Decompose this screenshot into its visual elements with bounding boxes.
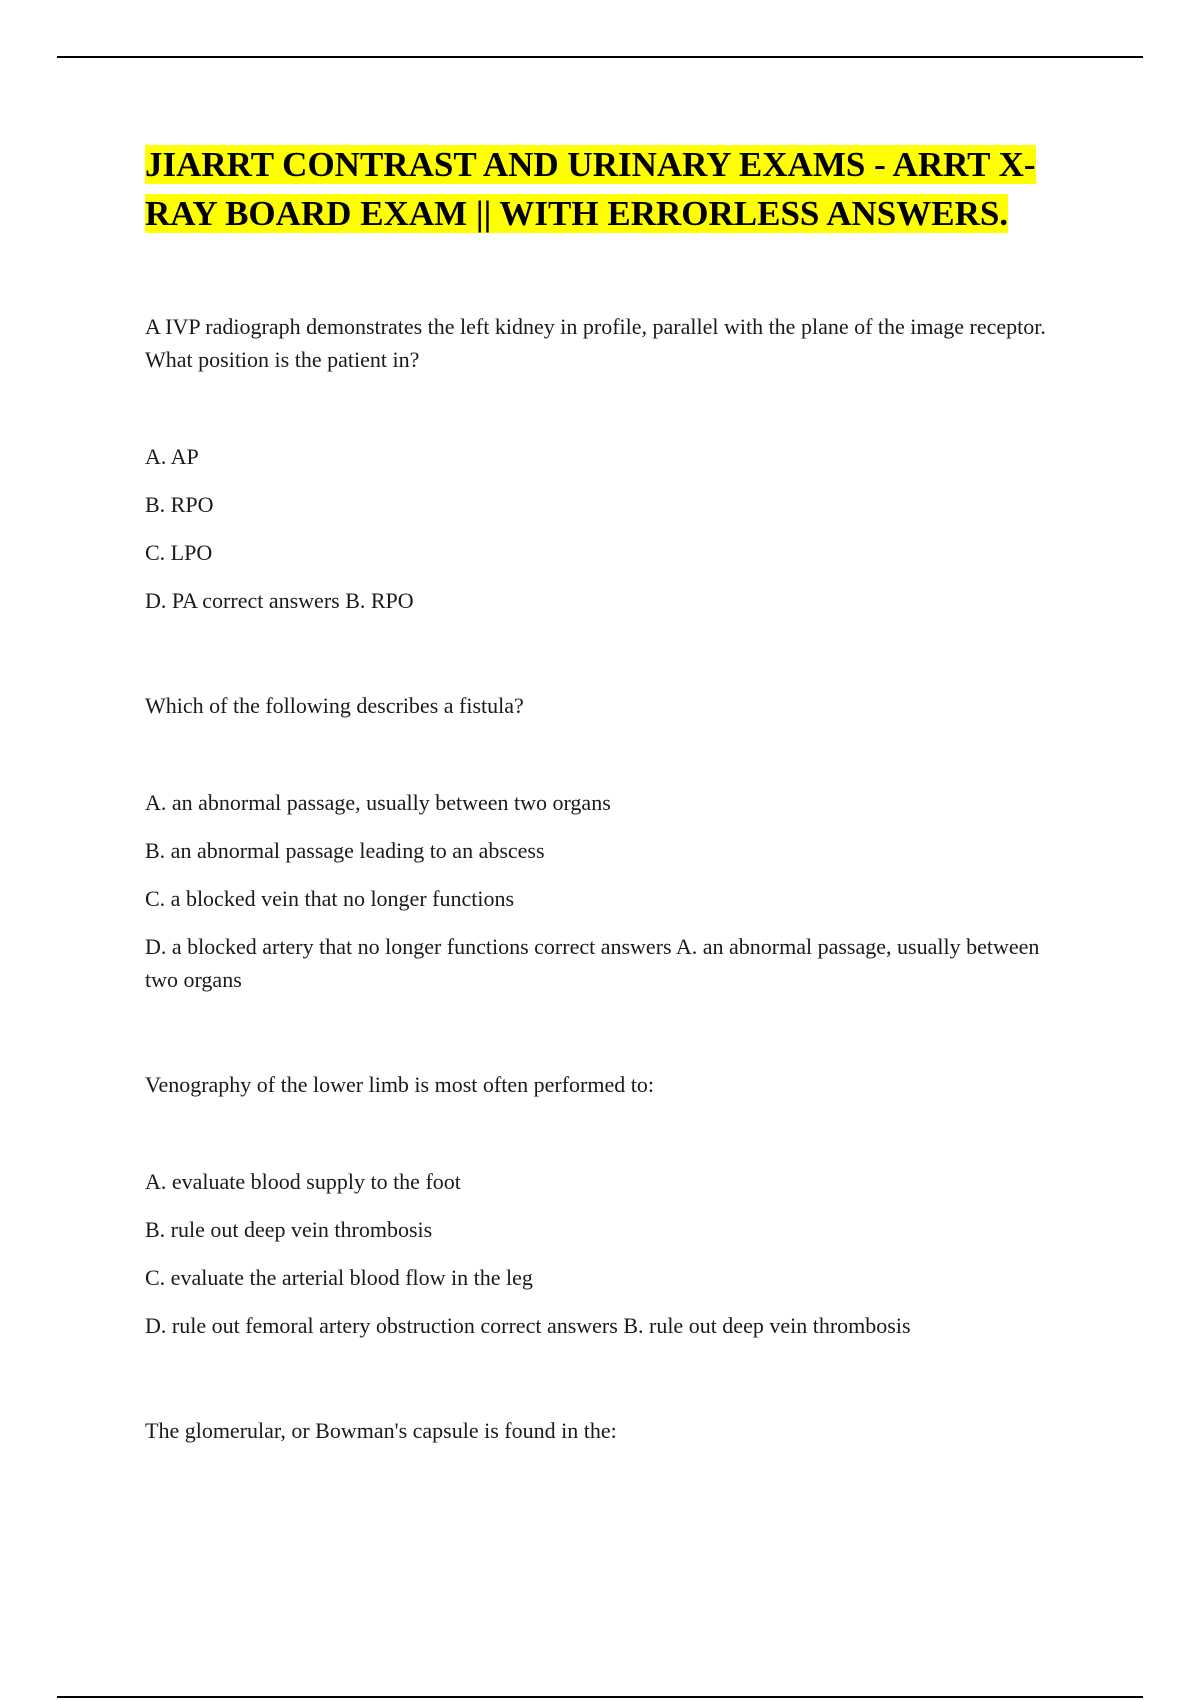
question-2-option-a: A. an abnormal passage, usually between two organs: [145, 790, 611, 815]
document-body: [145, 140, 1075, 1447]
question-3-option-b: B. rule out deep vein thrombosis: [145, 1217, 433, 1242]
question-1-option-c: C. LPO: [145, 540, 213, 565]
question-1-text: A IVP radiograph demonstrates the left kidney in profile, parallel with the plane of the image receptor. What position is the patient in?: [145, 314, 1046, 372]
question-2-option-c: C. a blocked vein that no longer functions: [145, 886, 515, 911]
question-3-option-d: D. rule out femoral artery obstruction correct answers B. rule out deep vein thrombosis: [145, 1313, 911, 1338]
question-1-option-b: B. RPO: [145, 492, 214, 517]
question-2-option-b: B. an abnormal passage leading to an abscess: [145, 838, 545, 863]
bottom-rule: [57, 1696, 1143, 1698]
top-rule: [57, 56, 1143, 58]
question-1-options: [145, 440, 1075, 617]
title-highlight: JIARRT CONTRAST AND URINARY EXAMS - ARRT X-RAY BOARD EXAM || WITH ERRORLESS ANSWERS.: [145, 145, 1036, 233]
question-3-option-c: C. evaluate the arterial blood flow in the leg: [145, 1265, 533, 1290]
question-2-option-d: D. a blocked artery that no longer functions correct answers A. an abnormal passage, usually between two organs: [145, 934, 1040, 992]
question-3-options: [145, 1165, 1075, 1342]
question-1-option-d: D. PA correct answers B. RPO: [145, 588, 414, 613]
question-2-options: [145, 786, 1075, 996]
question-2-text: Which of the following describes a fistula?: [145, 693, 524, 718]
document-title: [145, 140, 1075, 238]
question-3-text: Venography of the lower limb is most often performed to:: [145, 1072, 654, 1097]
question-4-text: The glomerular, or Bowman's capsule is found in the:: [145, 1418, 617, 1443]
question-1-option-a: A. AP: [145, 444, 199, 469]
question-3-option-a: A. evaluate blood supply to the foot: [145, 1169, 461, 1194]
